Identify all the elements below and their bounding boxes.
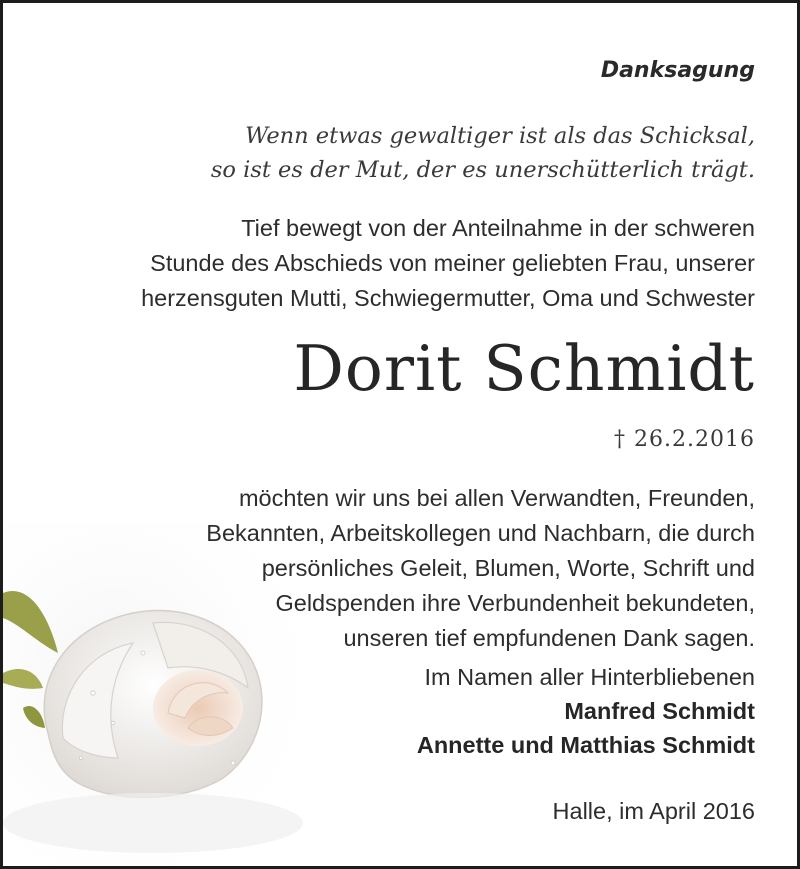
intro-text <box>141 211 755 316</box>
intro-line: Stunde des Abschieds von meiner geliebten Frau, unserer <box>150 250 755 276</box>
thanks-text <box>206 481 755 656</box>
death-date: † 26.2.2016 <box>614 427 755 452</box>
heading-danksagung: Danksagung <box>600 58 755 83</box>
quote-line: Wenn etwas gewaltiger ist als das Schicksal, <box>245 123 755 149</box>
signoff-intro: Im Namen aller Hinterbliebenen <box>424 664 755 690</box>
signoff-name: Annette und Matthias Schmidt <box>416 732 755 758</box>
thanks-line: Bekannten, Arbeitskollegen und Nachbarn, die durch <box>206 520 755 546</box>
thanks-line: möchten wir uns bei allen Verwandten, Freunden, <box>238 485 755 511</box>
signoff <box>417 660 755 762</box>
quote <box>211 119 755 187</box>
quote-line: so ist es der Mut, der es unerschütterlich trägt. <box>210 157 755 183</box>
intro-line: herzensguten Mutti, Schwiegermutter, Oma und Schwester <box>141 285 755 311</box>
thanks-line: persönliches Geleit, Blumen, Worte, Schrift und <box>261 555 755 581</box>
deceased-name: Dorit Schmidt <box>293 332 755 405</box>
thanks-line: Geldspenden ihre Verbundenheit bekundeten, <box>275 590 755 616</box>
intro-line: Tief bewegt von der Anteilnahme in der schweren <box>241 215 755 241</box>
place-date: Halle, im April 2016 <box>552 798 755 824</box>
thanks-line: unseren tief empfundenen Dank sagen. <box>343 625 755 651</box>
signoff-name: Manfred Schmidt <box>564 698 755 724</box>
